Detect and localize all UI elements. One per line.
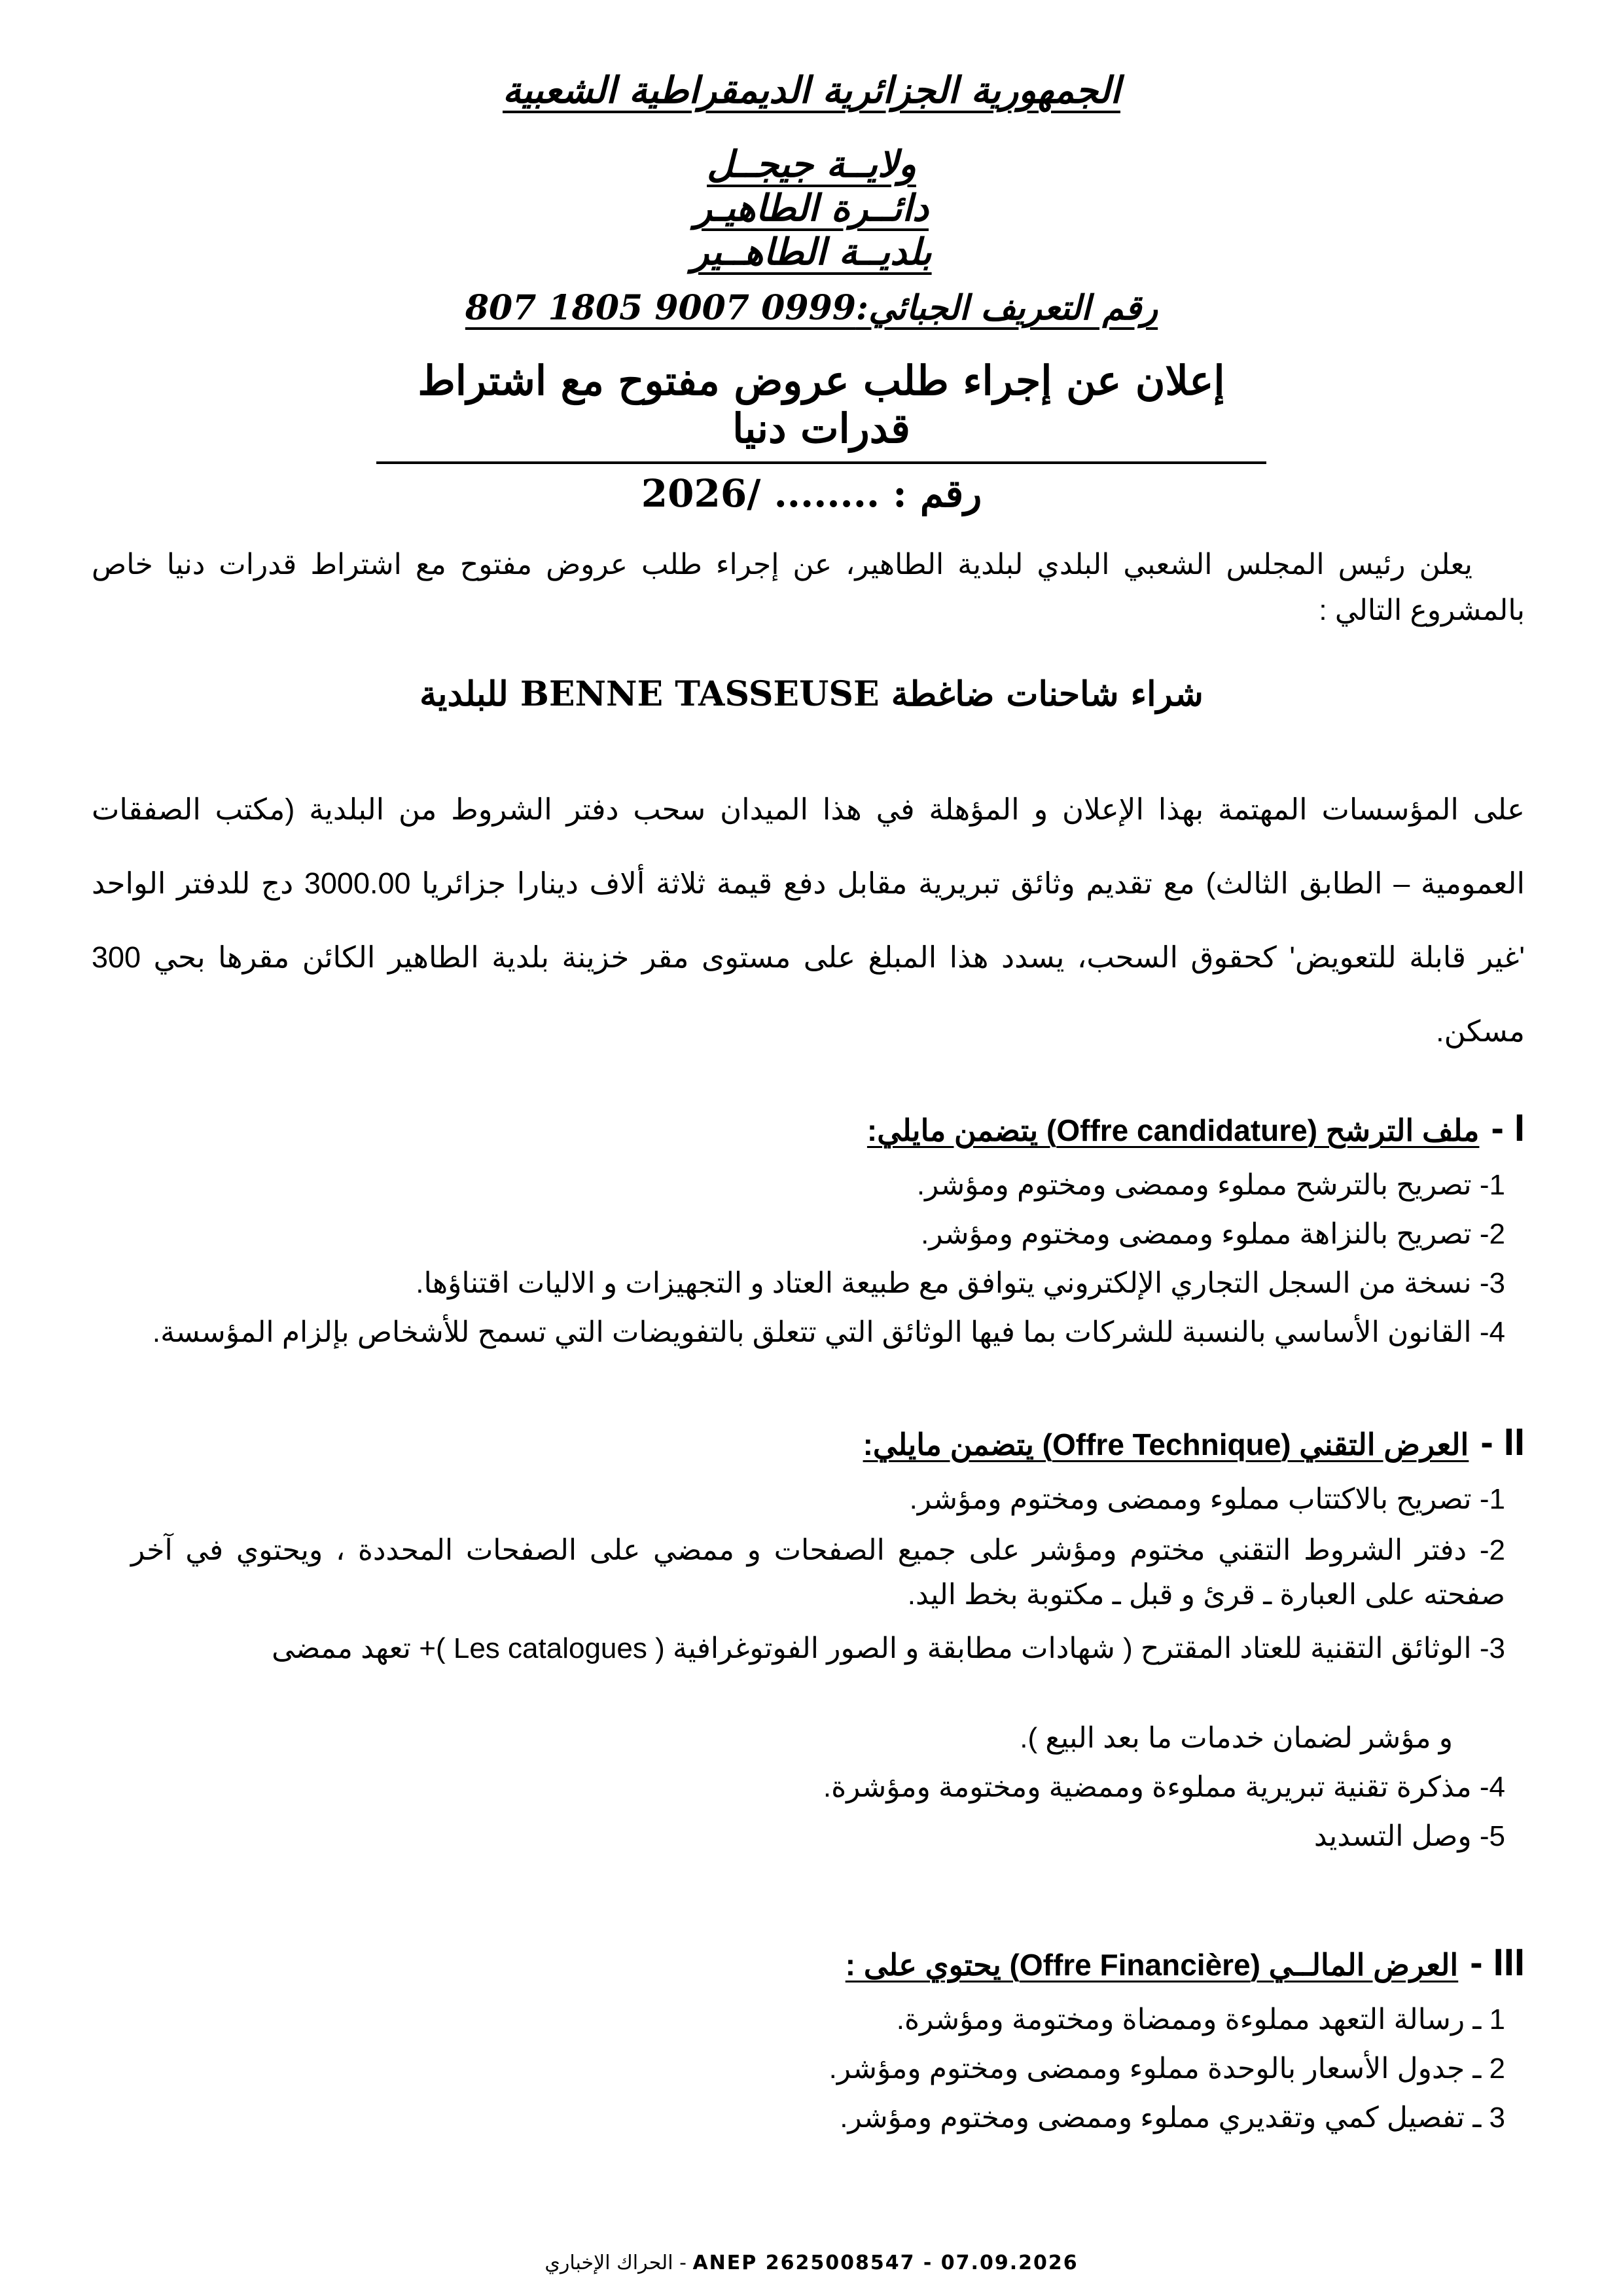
body-paragraph: على المؤسسات المهتمة بهذا الإعلان و المؤهلة في هذا الميدان سحب دفتر الشروط من البلدية (مكتب الصفقات العمومية – الطابق الثالث) مع تقديم وثائق تبريرية مقابل دفع قيمة ثلاثة ألاف دينارا جزائريا 3000.00 دج للدفتر الواحد 'غير قابلة للتعويض' كحقوق السحب، يسدد هذا المبلغ على مستوى مقر خزينة بلدية الطاهير الكائن مقرها بحي 300 مسكن. [92,793,1525,1048]
section-1-item: 1- تصريح بالترشح مملوء وممضى ومختوم ومؤشر. [916,1169,1505,1201]
commune-header: بلديــة الطاهــير [691,230,932,274]
section-2-item: 3- الوثائق التقنية للعتاد المقترح ( شهادات مطابقة و الصور الفوتوغرافية ( Les catalogues )+ تعهد ممضى [272,1632,1505,1664]
section-1-item: 3- نسخة من السجل التجاري الإلكتروني يتوافق مع طبيعة العتاد و التجهيزات و الاليات اقتناؤها. [416,1267,1505,1299]
section-3-title: العرض المالــي (Offre Financière) يحتوي على : [845,1948,1459,1982]
section-3-heading [846,1941,1525,1984]
daira-header: دائــرة الطاهيـر [694,187,929,230]
publication-footer [0,2251,1623,2274]
nif-label: رقم التعريف الجبائي: [855,288,1158,328]
section-2-item: 5- وصل التسديد [1313,1820,1505,1852]
section-1-item: 4- القانون الأساسي بالنسبة للشركات بما فيها الوثائق التي تتعلق بالتفويضات التي تسمح للأشخاص بإلزام المؤسسة. [152,1316,1505,1348]
section-1-item: 2- تصريح بالنزاهة مملوء وممضى ومختوم ومؤشر. [921,1218,1505,1250]
announcement-title: إعلان عن إجراء طلب عروض مفتوح مع اشتراط قدرات دنيا [376,357,1266,464]
footer-anep-code: ANEP 2625008547 - 07.09.2026 [692,2251,1079,2274]
republic-header: الجمهورية الجزائرية الديمقراطية الشعبية [502,69,1120,112]
wilaya-header: ولايــة جيجــل [707,143,916,186]
nif-value: 807 1805 9007 0999 [465,288,856,328]
intro-paragraph: يعلن رئيس المجلس الشعبي البلدي لبلدية الطاهير، عن إجراء طلب عروض مفتوح مع اشتراط قدرات دنيا خاص بالمشروع التالي : [92,548,1525,626]
section-2-item: 1- تصريح بالاكتتاب مملوء وممضى ومختوم ومؤشر. [909,1483,1505,1515]
announcement-number: رقم : ........ /2026 [641,471,982,516]
section-1-number: I - [1491,1107,1525,1149]
section-2-title: العرض التقني (Offre Technique) يتضمن مايلي: [863,1427,1469,1462]
section-3-item: 2 ـ جدول الأسعار بالوحدة مملوء وممضى ومختوم ومؤشر. [829,2053,1505,2085]
section-1-title: ملف الترشح (Offre candidature) يتضمن مايلي: [866,1113,1480,1147]
section-2-item: 2- دفتر الشروط التقني مختوم ومؤشر على جميع الصفحات و ممضي على الصفحات المحددة ، ويحتوي في آخر صفحته على العبارة ـ قرئ و قبل ـ مكتوبة بخط اليد. [131,1534,1505,1611]
section-2-item-continued: و مؤشر لضمان خدمات ما بعد البيع ). [1020,1722,1453,1754]
footer-source: الحراك الإخباري - [544,2251,687,2274]
section-1-heading [867,1106,1525,1150]
nif-line [0,288,1623,328]
section-2-number: II - [1480,1421,1525,1463]
section-3-item: 3 ـ تفصيل كمي وتقديري مملوء وممضى ومختوم ومؤشر. [840,2102,1505,2134]
section-3-item: 1 ـ رسالة التعهد مملوءة وممضاة ومختومة ومؤشرة. [896,2003,1505,2036]
section-2-heading [863,1420,1525,1464]
section-2-item: 4- مذكرة تقنية تبريرية مملوءة وممضية ومختومة ومؤشرة. [823,1771,1505,1803]
project-title: شراء شاحنات ضاغطة BENNE TASSEUSE للبلدية [419,674,1204,714]
section-3-number: III - [1470,1941,1525,1984]
